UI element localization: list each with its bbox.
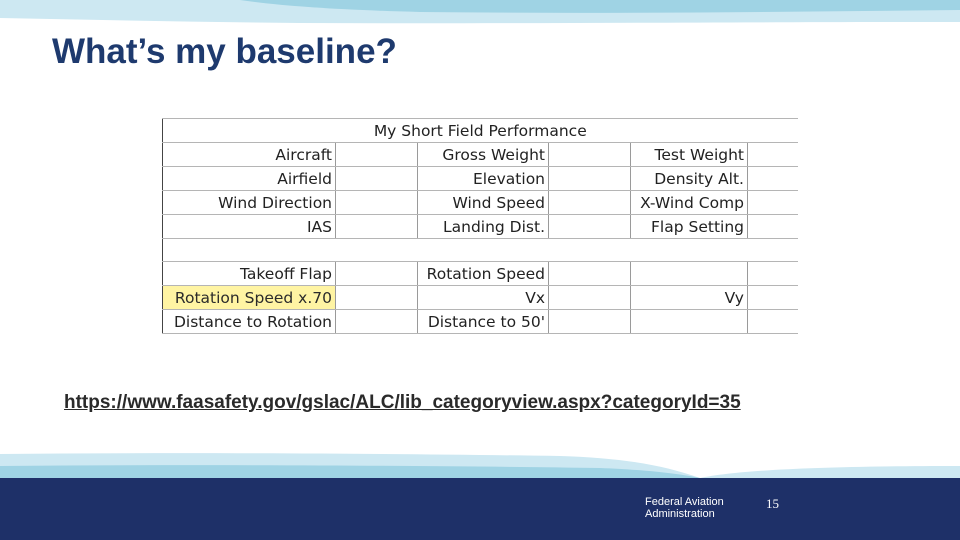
table-cell: IAS [163, 215, 336, 239]
table-row [163, 167, 798, 191]
table-row [163, 310, 798, 334]
table-title: My Short Field Performance [163, 119, 798, 143]
value-cell[interactable] [748, 167, 798, 191]
spacer-cell [163, 239, 798, 262]
table-cell [631, 310, 748, 334]
value-cell[interactable] [549, 167, 631, 191]
agency-line-2: Administration [645, 508, 715, 520]
value-cell[interactable] [549, 262, 631, 286]
value-cell[interactable] [549, 310, 631, 334]
table-cell: Airfield [163, 167, 336, 191]
value-cell[interactable] [549, 143, 631, 167]
value-cell[interactable] [549, 191, 631, 215]
table-cell: Wind Speed [418, 191, 549, 215]
value-cell[interactable] [336, 286, 418, 310]
table-cell: X-Wind Comp [631, 191, 748, 215]
table-title-row [163, 119, 798, 143]
value-cell[interactable] [748, 310, 798, 334]
table-cell: Test Weight [631, 143, 748, 167]
table-cell: Aircraft [163, 143, 336, 167]
short-field-performance-table [162, 118, 797, 344]
value-cell[interactable] [549, 215, 631, 239]
table-row [163, 215, 798, 239]
value-cell[interactable] [748, 143, 798, 167]
agency-line-1: Federal Aviation [645, 496, 724, 508]
table-cell: Elevation [418, 167, 549, 191]
value-cell[interactable] [748, 191, 798, 215]
value-cell[interactable] [336, 310, 418, 334]
table-cell: Wind Direction [163, 191, 336, 215]
table-cell: Distance to Rotation [163, 310, 336, 334]
value-cell[interactable] [549, 286, 631, 310]
table-row [163, 262, 798, 286]
table-row [163, 286, 798, 310]
agency-name [645, 496, 724, 520]
value-cell[interactable] [336, 262, 418, 286]
table-row [163, 191, 798, 215]
table-cell: Gross Weight [418, 143, 549, 167]
value-cell[interactable] [336, 167, 418, 191]
value-cell[interactable] [336, 191, 418, 215]
table-cell: Takeoff Flap [163, 262, 336, 286]
table-cell-highlighted: Rotation Speed x.70 [163, 286, 336, 310]
table-cell: Density Alt. [631, 167, 748, 191]
table-cell: Flap Setting [631, 215, 748, 239]
table-cell: Landing Dist. [418, 215, 549, 239]
table-cell [631, 262, 748, 286]
table-row [163, 143, 798, 167]
footer-bar [0, 478, 960, 540]
slide-title: What’s my baseline? [52, 32, 397, 71]
source-link[interactable]: https://www.faasafety.gov/gslac/ALC/lib_categoryview.aspx?categoryId=35 [64, 392, 741, 413]
table-cell: Rotation Speed [418, 262, 549, 286]
value-cell[interactable] [748, 215, 798, 239]
table-cell: Vy [631, 286, 748, 310]
bottom-wave-decoration [0, 440, 960, 480]
table-cell: Vx [418, 286, 549, 310]
value-cell[interactable] [336, 143, 418, 167]
value-cell[interactable] [748, 286, 798, 310]
value-cell[interactable] [748, 262, 798, 286]
table-cell: Distance to 50' [418, 310, 549, 334]
table-spacer-row [163, 239, 798, 262]
value-cell[interactable] [336, 215, 418, 239]
page-number: 15 [766, 496, 779, 511]
